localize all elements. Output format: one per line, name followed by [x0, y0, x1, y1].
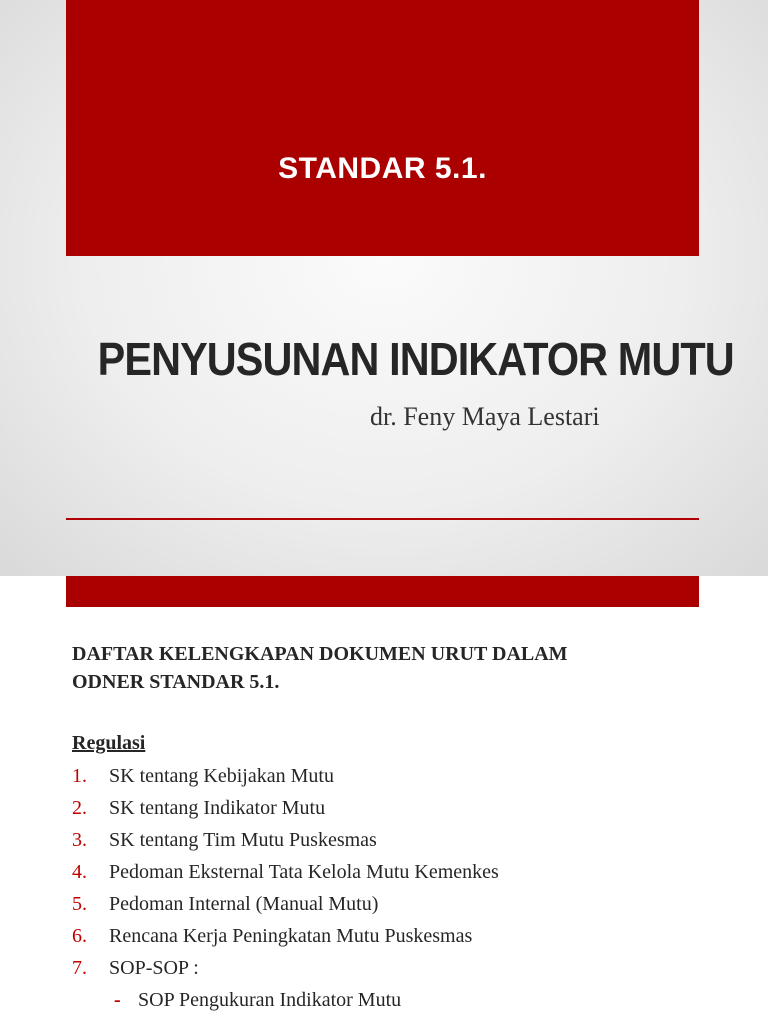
- heading-line-2: ODNER STANDAR 5.1.: [72, 671, 280, 693]
- list-item: [72, 890, 499, 922]
- document-heading: [72, 640, 692, 696]
- sub-list-item: [114, 986, 401, 1018]
- item-text: Rencana Kerja Peningkatan Mutu Puskesmas: [109, 925, 473, 947]
- sop-sub-list: [114, 986, 401, 1018]
- author-name: dr. Feny Maya Lestari: [370, 402, 600, 431]
- item-number: 5.: [72, 893, 87, 915]
- document-list-slide: [0, 576, 768, 1024]
- list-item: [72, 858, 499, 890]
- item-text: SK tentang Indikator Mutu: [109, 797, 326, 819]
- slide-title: PENYUSUNAN INDIKATOR MUTU: [97, 333, 734, 385]
- item-text: Pedoman Internal (Manual Mutu): [109, 893, 379, 915]
- item-text: SOP-SOP :: [109, 957, 199, 979]
- heading-line-1: DAFTAR KELENGKAPAN DOKUMEN URUT DALAM: [72, 643, 568, 665]
- section-label-regulasi: Regulasi: [72, 732, 146, 754]
- item-text: Pedoman Eksternal Tata Kelola Mutu Kemenkes: [109, 861, 499, 883]
- item-number: 3.: [72, 829, 87, 851]
- list-item: [72, 762, 499, 794]
- title-banner: [66, 0, 699, 256]
- list-item: [72, 794, 499, 826]
- item-number: 4.: [72, 861, 87, 883]
- item-number: 6.: [72, 925, 87, 947]
- list-item: [72, 826, 499, 858]
- regulation-list: [72, 762, 499, 986]
- item-text: SK tentang Tim Mutu Puskesmas: [109, 829, 377, 851]
- sub-item-text: SOP Pengukuran Indikator Mutu: [138, 989, 402, 1011]
- item-text: SK tentang Kebijakan Mutu: [109, 765, 334, 787]
- dash-marker: -: [114, 989, 121, 1011]
- item-number: 1.: [72, 765, 87, 787]
- list-item: [72, 954, 499, 986]
- slide-header-bar: [66, 576, 699, 607]
- list-item: [72, 922, 499, 954]
- standard-label: STANDAR 5.1.: [278, 152, 487, 185]
- item-number: 2.: [72, 797, 87, 819]
- title-divider: [66, 518, 699, 520]
- item-number: 7.: [72, 957, 87, 979]
